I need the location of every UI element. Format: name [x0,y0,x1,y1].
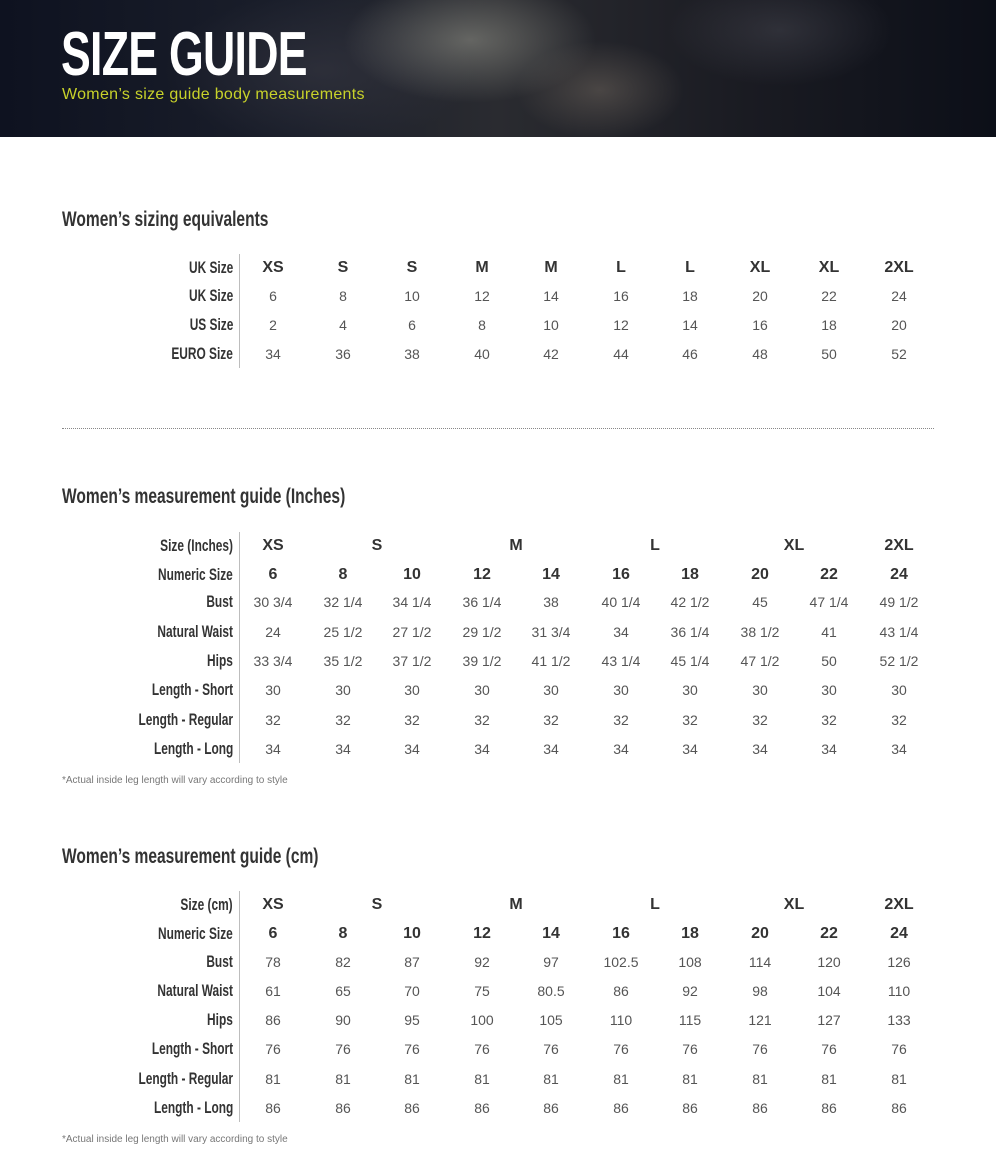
table-cell: 121 [748,1012,772,1028]
table-cell: 45 1/4 [670,653,710,669]
table-cell: 34 [821,741,837,757]
table-cell: 4 [339,317,347,333]
table-cell: 110 [887,983,911,999]
table-cell: 76 [682,1041,698,1057]
table-cell: 36 1/4 [670,624,710,640]
size-group-row [0,893,996,917]
table-cell: 40 1/4 [601,594,641,610]
table-cell: XS [262,259,284,276]
table-cell: 6 [269,288,277,304]
table-cell: 12 [613,317,629,333]
table-row [0,620,996,644]
row-label: Size (Inches) [160,536,233,555]
table-cell: 43 1/4 [601,653,641,669]
size-group-cell: XS [262,896,284,913]
table-cell: 30 [265,682,281,698]
size-group-row [0,534,996,558]
table-cell: 81 [474,1071,490,1087]
table-cell: 20 [751,566,769,583]
table-cell: 43 1/4 [879,624,919,640]
row-label: Bust [206,952,233,971]
table-cell: 2 [269,317,277,333]
table-cell: M [544,259,558,276]
table-cell: 92 [682,983,698,999]
row-label: Size (cm) [180,895,233,914]
size-group-cell: M [509,537,523,554]
table-row [0,708,996,732]
table-cell: 76 [543,1041,559,1057]
table-cell: 32 [682,712,698,728]
table-cell: 34 [613,741,629,757]
table-row [0,342,996,366]
table-cell: 29 1/2 [462,624,502,640]
table-divider-line [239,891,240,1122]
table-cell: 34 [543,741,559,757]
table-cell: 30 [543,682,559,698]
table-cell: 14 [542,925,560,942]
table-cell: 30 [891,682,907,698]
table-cell: 34 [891,741,907,757]
table-cell: 18 [681,566,699,583]
table-cell: 86 [404,1100,420,1116]
table-cell: 30 [682,682,698,698]
table-cell: 100 [470,1012,494,1028]
row-label: Length - Short [151,1039,233,1058]
table-row [0,563,996,587]
table-cell: 30 [613,682,629,698]
table-cell: 127 [817,1012,841,1028]
table-cell: 35 1/2 [323,653,363,669]
table-row [0,590,996,614]
table-cell: 98 [752,983,768,999]
table-cell: 46 [682,346,698,362]
table-cell: 120 [817,954,841,970]
table-cell: 48 [752,346,768,362]
table-cell: 31 3/4 [531,624,571,640]
table-cell: 86 [543,1100,559,1116]
table-cell: 49 1/2 [879,594,919,610]
page-title: SIZE GUIDE [61,20,307,89]
table-cell: 34 [335,741,351,757]
table-cell: 12 [473,566,491,583]
table-row [0,922,996,946]
row-label: Bust [206,592,233,611]
row-label: Natural Waist [157,622,233,641]
size-group-cell: L [650,537,660,554]
table-cell: 6 [268,566,278,583]
section-divider [62,428,934,429]
table-cell: 76 [474,1041,490,1057]
table-cell: 50 [821,346,837,362]
row-label: Numeric Size [158,924,233,943]
table-cell: 52 1/2 [879,653,919,669]
table-cell: 14 [682,317,698,333]
table-cell: 81 [404,1071,420,1087]
table-cell: 12 [473,925,491,942]
table-cell: 86 [752,1100,768,1116]
table-cell: 33 3/4 [253,653,293,669]
table-cell: 76 [752,1041,768,1057]
row-label: Natural Waist [157,981,233,1000]
table-cell: 81 [613,1071,629,1087]
table-cell: 41 [821,624,837,640]
row-label: Length - Regular [138,710,233,729]
table-cell: 16 [613,288,629,304]
table-cell: S [337,259,349,276]
table-cell: 27 1/2 [392,624,432,640]
cm-title: Women’s measurement guide (cm) [62,845,319,868]
header-banner [0,0,996,137]
table-cell: 34 [265,346,281,362]
table-cell: 32 [891,712,907,728]
table-cell: 2XL [884,259,914,276]
table-cell: 90 [335,1012,351,1028]
table-cell: 81 [265,1071,281,1087]
table-cell: 38 1/2 [740,624,780,640]
table-cell: XL [818,259,840,276]
table-cell: 82 [335,954,351,970]
table-cell: 34 [265,741,281,757]
table-cell: 61 [265,983,281,999]
table-cell: 87 [404,954,420,970]
table-cell: 6 [268,925,278,942]
table-cell: 86 [613,983,629,999]
table-cell: 30 [752,682,768,698]
table-cell: 75 [474,983,490,999]
table-cell: 30 [474,682,490,698]
size-group-cell: 2XL [884,537,914,554]
table-cell: 95 [404,1012,420,1028]
table-cell: 32 [613,712,629,728]
table-cell: 32 [474,712,490,728]
table-cell: 47 1/4 [809,594,849,610]
table-row [0,678,996,702]
size-group-cell: M [509,896,523,913]
table-cell: 86 [474,1100,490,1116]
table-cell: 8 [338,566,348,583]
row-label: Length - Long [153,739,233,758]
table-cell: 44 [613,346,629,362]
table-cell: 24 [890,925,908,942]
table-cell: 34 [474,741,490,757]
table-cell: 86 [891,1100,907,1116]
table-cell: 8 [478,317,486,333]
table-cell: 86 [821,1100,837,1116]
table-cell: 81 [821,1071,837,1087]
table-cell: 78 [265,954,281,970]
table-row [0,1096,996,1120]
table-cell: 10 [403,566,421,583]
table-cell: 133 [887,1012,911,1028]
table-cell: 126 [887,954,911,970]
table-cell: 38 [404,346,420,362]
table-cell: 76 [613,1041,629,1057]
table-cell: 8 [338,925,348,942]
table-cell: 52 [891,346,907,362]
table-cell: 34 [682,741,698,757]
table-cell: 102.5 [603,954,639,970]
size-group-cell: XL [783,896,805,913]
table-cell: 16 [612,925,630,942]
table-row [0,950,996,974]
table-cell: 18 [821,317,837,333]
table-cell: 65 [335,983,351,999]
row-label: UK Size [188,258,233,277]
size-group-cell: XL [783,537,805,554]
table-cell: 76 [821,1041,837,1057]
table-cell: 81 [682,1071,698,1087]
table-cell: 81 [543,1071,559,1087]
table-cell: 37 1/2 [392,653,432,669]
table-cell: 86 [265,1012,281,1028]
table-cell: 30 3/4 [253,594,293,610]
row-label: Hips [207,1010,233,1029]
table-cell: 42 1/2 [670,594,710,610]
table-cell: 22 [820,566,838,583]
size-group-cell: L [650,896,660,913]
table-cell: 34 [613,624,629,640]
table-cell: L [685,259,695,276]
size-group-cell: S [371,896,383,913]
table-cell: 36 [335,346,351,362]
table-cell: 18 [682,288,698,304]
table-cell: 6 [408,317,416,333]
table-cell: 86 [265,1100,281,1116]
page-subtitle: Women’s size guide body measurements [62,86,365,103]
table-row [0,979,996,1003]
table-cell: 16 [612,566,630,583]
table-cell: 25 1/2 [323,624,363,640]
row-label: Length - Long [153,1098,233,1117]
table-cell: 34 [404,741,420,757]
table-cell: 34 1/4 [392,594,432,610]
table-cell: 110 [609,1012,633,1028]
table-cell: 30 [821,682,837,698]
table-cell: 10 [543,317,559,333]
table-cell: 20 [751,925,769,942]
table-cell: 32 [404,712,420,728]
table-cell: 81 [335,1071,351,1087]
table-cell: 24 [890,566,908,583]
table-cell: 115 [678,1012,702,1028]
table-cell: 20 [752,288,768,304]
table-cell: 42 [543,346,559,362]
table-cell: 30 [404,682,420,698]
table-cell: 36 1/4 [462,594,502,610]
table-cell: 41 1/2 [531,653,571,669]
table-cell: 22 [820,925,838,942]
table-cell: 86 [682,1100,698,1116]
equivalents-title: Women’s sizing equivalents [62,208,269,231]
table-cell: 70 [404,983,420,999]
table-divider-line [239,254,240,368]
table-cell: 105 [539,1012,563,1028]
size-group-cell: 2XL [884,896,914,913]
size-group-cell: S [371,537,383,554]
table-cell: 18 [681,925,699,942]
table-cell: 108 [678,954,702,970]
table-cell: M [475,259,489,276]
table-row [0,1008,996,1032]
row-label: Length - Short [151,680,233,699]
row-label: Numeric Size [158,565,233,584]
table-cell: 32 1/4 [323,594,363,610]
table-divider-line [239,532,240,763]
table-row [0,284,996,308]
table-cell: 76 [891,1041,907,1057]
table-cell: 104 [817,983,841,999]
table-cell: 14 [543,288,559,304]
table-cell: 81 [752,1071,768,1087]
table-cell: 80.5 [537,983,565,999]
table-cell: 45 [752,594,768,610]
table-cell: 76 [265,1041,281,1057]
table-cell: 10 [403,925,421,942]
row-label: UK Size [188,286,233,305]
table-row [0,649,996,673]
table-cell: 50 [821,653,837,669]
row-label: US Size [189,315,233,334]
table-cell: 39 1/2 [462,653,502,669]
table-cell: 92 [474,954,490,970]
inches-footnote: *Actual inside leg length will vary according to style [62,775,288,786]
table-cell: 16 [752,317,768,333]
table-cell: XL [749,259,771,276]
table-cell: 8 [339,288,347,304]
table-row [0,737,996,761]
table-cell: 38 [543,594,559,610]
table-cell: 81 [891,1071,907,1087]
table-cell: S [406,259,418,276]
table-cell: 32 [821,712,837,728]
table-cell: 24 [891,288,907,304]
table-cell: 22 [821,288,837,304]
table-cell: 114 [748,954,772,970]
table-cell: 12 [474,288,490,304]
table-cell: L [616,259,626,276]
table-cell: 20 [891,317,907,333]
table-cell: 30 [335,682,351,698]
table-cell: 76 [335,1041,351,1057]
table-cell: 14 [542,566,560,583]
table-cell: 76 [404,1041,420,1057]
table-cell: 86 [335,1100,351,1116]
table-cell: 86 [613,1100,629,1116]
row-label: Hips [207,651,233,670]
table-row [0,313,996,337]
table-cell: 32 [543,712,559,728]
row-label: EURO Size [171,344,233,363]
table-cell: 24 [265,624,281,640]
table-row [0,1067,996,1091]
table-cell: 32 [335,712,351,728]
table-cell: 47 1/2 [740,653,780,669]
table-row [0,1037,996,1061]
table-cell: 34 [752,741,768,757]
row-label: Length - Regular [138,1069,233,1088]
table-cell: 10 [404,288,420,304]
table-cell: 32 [752,712,768,728]
table-cell: 32 [265,712,281,728]
size-group-cell: XS [262,537,284,554]
inches-title: Women’s measurement guide (Inches) [62,485,346,508]
table-row [0,256,996,280]
table-cell: 40 [474,346,490,362]
cm-footnote: *Actual inside leg length will vary according to style [62,1134,288,1145]
table-cell: 97 [543,954,559,970]
